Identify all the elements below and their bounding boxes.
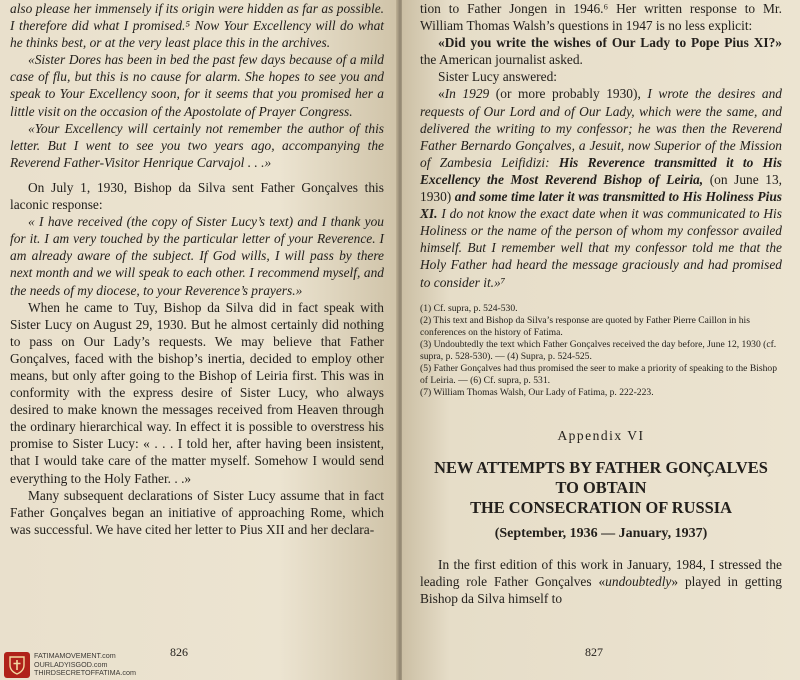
closing-part: undoubtedly [605,573,672,589]
title-line: THE CONSECRATION OF RUSSIA [470,497,732,517]
paragraph: also please her immensely if its origin were hidden as far as possible. I therefore did what I promised.⁵ Now Your Excellency will do what he thinks best, or at the very least place this in the archives. [10,1,384,51]
right-page-text [420,0,782,607]
footnote: (3) Undoubtedly the text which Father Gonçalves received the day before, June 12, 1930 (cf. supra, p. 528-530). — (4) Supra, p. 524-525. [420,338,777,362]
footnote: (5) Father Gonçalves had thus promised the seer to make a priority of speaking to the Bishop of Leiria. — (6) Cf. supra, p. 531. [420,362,778,386]
paragraph: « I have received (the copy of Sister Lucy’s text) and I thank you for it. I am very touched by the particular letter of your Reverence. I am already aware of the subject. If God wills, I will pass by there next month and we will speak to each other. I recommend myself, and the needs of my diocese, to your Reverence’s prayers.» [10,214,384,298]
answer-part: (on June 13, 1930) [420,171,782,205]
cross-shield-icon [4,652,30,678]
question-tail: the American journalist asked. [420,52,583,68]
paragraph: Many subsequent declarations of Sister Lucy assume that in fact Father Gonçalves began an initiative of approaching Rome, which was successful. We have cited her letter to Pius XII and her declara- [10,487,384,537]
answer-part: (or more probably 1930), [489,86,648,102]
closing-part: » played in getting Bishop da Silva himself to [420,573,782,606]
closing-paragraph [420,556,782,607]
answer-part: and some time later it was transmitted to His Holiness Pius XI. [420,189,782,222]
question-paragraph [420,34,782,68]
appendix-date-range: (September, 1936 — January, 1937) [494,525,708,541]
page-number: 826 [170,645,188,659]
paragraph: «Sister Dores has been in bed the past few days because of a mild case of flu, but this is no cause for alarm. She hopes to see you and speak to Your Excellency soon, for it seems that you promised her a little visit on the occasion of the Apostolate of Prayer Congress. [10,52,384,119]
website-links [34,652,136,678]
closing-part: In the first edition of this work in January, 1984, I stressed the leading role Father Gonçalves « [420,556,782,589]
right-page [402,0,800,680]
link[interactable]: FATIMAMOVEMENT.com [34,651,116,661]
question-text: «Did you write the wishes of Our Lady to Pope Pius XI?» [438,35,782,51]
page-number: 827 [585,645,603,659]
footnote: (2) This text and Bishop da Silva’s response are quoted by Father Pierre Caillon in his conferences on the history of Fatima. [420,314,750,338]
appendix-label: Appendix VI [557,427,645,443]
link[interactable]: THIRDSECRETOFFATIMA.com [34,668,136,678]
paragraph: «Your Excellency will certainly not remember the author of this letter. But I went to see you two years ago, accompanying the Reverend Father-Visitor Henrique Carvajol . . .» [10,120,384,170]
paragraph: On July 1, 1930, Bishop da Silva sent Father Gonçalves this laconic response: [10,179,384,213]
paragraph: When he came to Tuy, Bishop da Silva did in fact speak with Sister Lucy on August 29, 1930. But he almost certainly did nothing to pass on Our Lady’s requests. We may believe that Father Gonçalves, faced with the bishop’s inertia, decided to employ other means, but only after going to the Bishop of Leiria first. This was in conformity with the express desire of Sister Lucy, who always desired to make known the messages received from Heaven through the ordinary hierarchical way. In effect it is possible to overstress his promise to Sister Lucy: « . . . I told her, after having been insistent, that I would take care of the matter myself. Somehow I would send everything to the Holy Father. . .» [10,299,384,486]
footnotes [420,303,782,399]
left-page [0,0,398,680]
answer-part: His Reverence transmitted it to His Excellency the Most Reverend Bishop of Leiria, [420,154,782,187]
site-footer [4,652,136,678]
appendix-title [420,458,782,518]
left-page-text [10,0,384,538]
title-line: NEW ATTEMPTS BY FATHER GONÇALVES [434,457,768,477]
paragraph: Sister Lucy answered: [438,69,557,85]
answer-part: I wrote the desires and requests of Our Lord and of Our Lady, which were the same, and delivered the writing to my confessor; he was then the Reverend Father Bernardo Gonçalves, a Jesuit, now Superior of the Mission of Zambesia Leifidizi: [420,86,782,170]
answer-part: In 1929 [444,86,490,102]
title-line: TO OBTAIN [555,477,647,497]
answer-part: I do not know the exact date when it was communicated to His Holiness or the name of the person of whom my confessor availed himself. But I remember well that my confessor told me that the Holy Father had heard the message graciously and had promised to consider it.»⁷ [420,206,782,290]
link[interactable]: OURLADYISGOD.com [34,659,108,669]
footnote: (1) Cf. supra, p. 524-530. [420,302,518,314]
answer-part: « [438,86,445,102]
answer-paragraph [420,85,782,290]
footnote: (7) William Thomas Walsh, Our Lady of Fatima, p. 222-223. [420,386,654,398]
paragraph: tion to Father Jongen in 1946.⁶ Her written response to Mr. William Thomas Walsh’s questions in 1947 is no less explicit: [420,1,782,34]
